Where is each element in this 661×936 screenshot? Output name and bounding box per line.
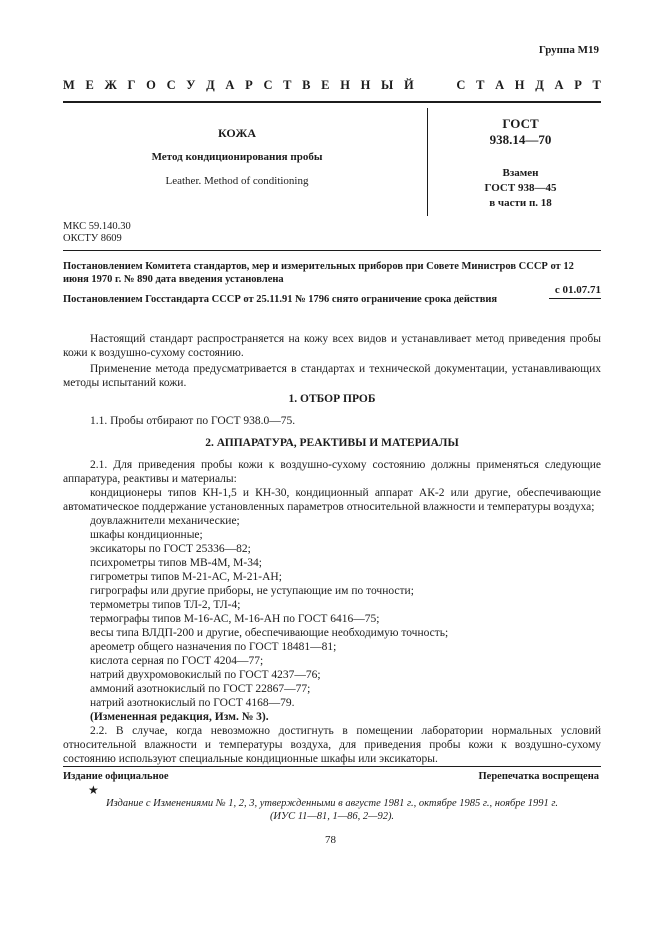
materials-list-item: шкафы кондиционные;: [90, 529, 203, 541]
effective-date-rule: [549, 298, 601, 299]
amendments-line-1: Издание с Изменениями № 1, 2, 3, утвержденными в августе 1981 г., октябре 1985 г., ноябре 1991 г.: [106, 798, 558, 809]
heading-letter: Н: [340, 78, 350, 92]
official-edition-label: Издание официальное: [63, 771, 169, 782]
section-2: [63, 436, 601, 766]
gost-label: ГОСТ: [502, 116, 539, 131]
intro-section: [63, 332, 601, 390]
section-2-paragraph-2-2: 2.2. В случае, когда невозможно достигнуть в помещении лаборатории нормальных условий относительной влажности и температуры воздуха, для приведения пробы кожи к воздушно-сухому состоянию используют специальные кондиционные шкафы или эксикаторы.: [63, 725, 601, 765]
materials-list-item: весы типа ВЛДП-200 и другие, обеспечивающие необходимую точность;: [90, 627, 449, 639]
intro-paragraph-2: Применение метода предусматривается в стандартах и технической документации, устанавливающих методы испытаний кожи.: [63, 363, 601, 389]
english-title: Leather. Method of conditioning: [165, 175, 309, 187]
materials-list-item: гигрографы или другие приборы, не уступающие им по точности;: [90, 585, 414, 597]
group-code: Группа М19: [538, 44, 599, 56]
heading-letter: Д: [535, 78, 544, 92]
section-2-heading: 2. АППАРАТУРА, РЕАКТИВЫ И МАТЕРИАЛЫ: [205, 437, 459, 449]
materials-list-item: психрометры типов МВ-4М, М-34;: [90, 557, 262, 569]
heading-letter: А: [225, 78, 235, 92]
heading-letter: С: [456, 78, 466, 92]
section-1: [63, 392, 601, 428]
heading-letter: Р: [245, 78, 253, 92]
replace-label: Взамен: [502, 167, 539, 179]
materials-list-item: гигрометры типов М-21-АС, М-21-АН;: [90, 571, 282, 583]
heading-letter: М: [63, 78, 75, 92]
title-divider: [427, 108, 428, 216]
heading-letter: Д: [206, 78, 215, 92]
heading-letter: А: [495, 78, 505, 92]
heading-letter: Ж: [104, 78, 117, 92]
document-title: КОЖА: [218, 126, 256, 140]
edition-note: (Измененная редакция, Изм. № 3).: [90, 711, 269, 723]
heading-letter: Т: [283, 78, 292, 92]
heading-letter: Т: [476, 78, 485, 92]
heading-letter: Е: [85, 78, 94, 92]
amendments-line-2: (ИУС 11—81, 1—86, 2—92).: [269, 811, 395, 822]
materials-list-item: ареометр общего назначения по ГОСТ 18481—81;: [90, 641, 337, 653]
footer-rule: [63, 766, 601, 767]
materials-list-item: термографы типов М-16-АС, М-16-АН по ГОСТ 6416—75;: [90, 613, 380, 625]
gost-designation: [440, 116, 601, 148]
heading-letter: Г: [127, 78, 136, 92]
section-1-paragraph: 1.1. Пробы отбирают по ГОСТ 938.0—75.: [90, 415, 296, 427]
document-subtitle: Метод кондиционирования пробы: [151, 151, 323, 163]
reprint-prohibited-label: Перепечатка воспрещена: [478, 771, 599, 782]
effective-date: с 01.07.71: [554, 284, 601, 296]
resolution-second: Постановлением Госстандарта СССР от 25.11.91 № 1796 снято ограничение срока действия: [63, 294, 498, 305]
heading-letter: У: [186, 78, 196, 92]
materials-list-item: натрий двухромовокислый по ГОСТ 4237—76;: [90, 669, 321, 681]
heading-letter: Е: [321, 78, 330, 92]
page-number: 78: [325, 834, 336, 846]
standard-type-heading: [63, 78, 601, 93]
heading-letter: Ы: [381, 78, 394, 92]
resolution-first: Постановлением Комитета стандартов, мер и измерительных приборов при Совете Министров СССР от 12 июня 1970 г. № 890 дата введения установлена: [63, 261, 574, 285]
gost-number: 938.14—70: [489, 132, 552, 147]
star-mark: ★: [88, 783, 99, 797]
heading-letter: Р: [574, 78, 582, 92]
classification-codes: [63, 221, 131, 245]
materials-list-item: аммоний азотнокислый по ГОСТ 22867—77;: [90, 683, 311, 695]
materials-list-item: эксикаторы по ГОСТ 25336—82;: [90, 543, 251, 555]
replace-part: в части п. 18: [489, 197, 552, 209]
materials-list-item: термометры типов ТЛ-2, ТЛ-4;: [90, 599, 241, 611]
materials-list-item: натрий азотнокислый по ГОСТ 4168—79.: [90, 697, 295, 709]
section-2-paragraph-2-1: 2.1. Для приведения пробы кожи к воздушно-сухому состоянию должны применяться следующие аппаратура, реактивы и материалы:: [63, 459, 601, 485]
heading-letter: А: [554, 78, 564, 92]
replacement-info: [440, 166, 601, 211]
header-rule: [63, 101, 601, 103]
codes-rule: [63, 250, 601, 251]
materials-list: [63, 486, 601, 710]
intro-paragraph-1: Настоящий стандарт распространяется на кожу всех видов и устанавливает метод приведения пробы кожи к воздушно-сухому состоянию.: [63, 333, 601, 359]
materials-list-item: кондиционеры типов КН-1,5 и КН-30, кондиционный аппарат АК-2 или другие, обеспечивающие автоматическое поддержание установленных параметров относительной влажности и температуры воздуха;: [63, 487, 601, 513]
heading-letter: Т: [592, 78, 601, 92]
amendments-note: [63, 797, 601, 823]
heading-letter: Й: [403, 78, 414, 92]
heading-letter: О: [146, 78, 156, 92]
materials-list-item: кислота серная по ГОСТ 4204—77;: [90, 655, 264, 667]
heading-letter: Н: [360, 78, 371, 92]
mks-code: МКС 59.140.30: [63, 221, 131, 232]
replace-gost: ГОСТ 938—45: [484, 182, 557, 194]
materials-list-item: доувлажнители механические;: [90, 515, 240, 527]
section-1-heading: 1. ОТБОР ПРОБ: [288, 393, 376, 405]
heading-letter: С: [263, 78, 273, 92]
okstu-code: ОКСТУ 8609: [63, 233, 122, 244]
heading-letter: С: [166, 78, 176, 92]
heading-letter: В: [302, 78, 311, 92]
heading-letter: Н: [514, 78, 525, 92]
